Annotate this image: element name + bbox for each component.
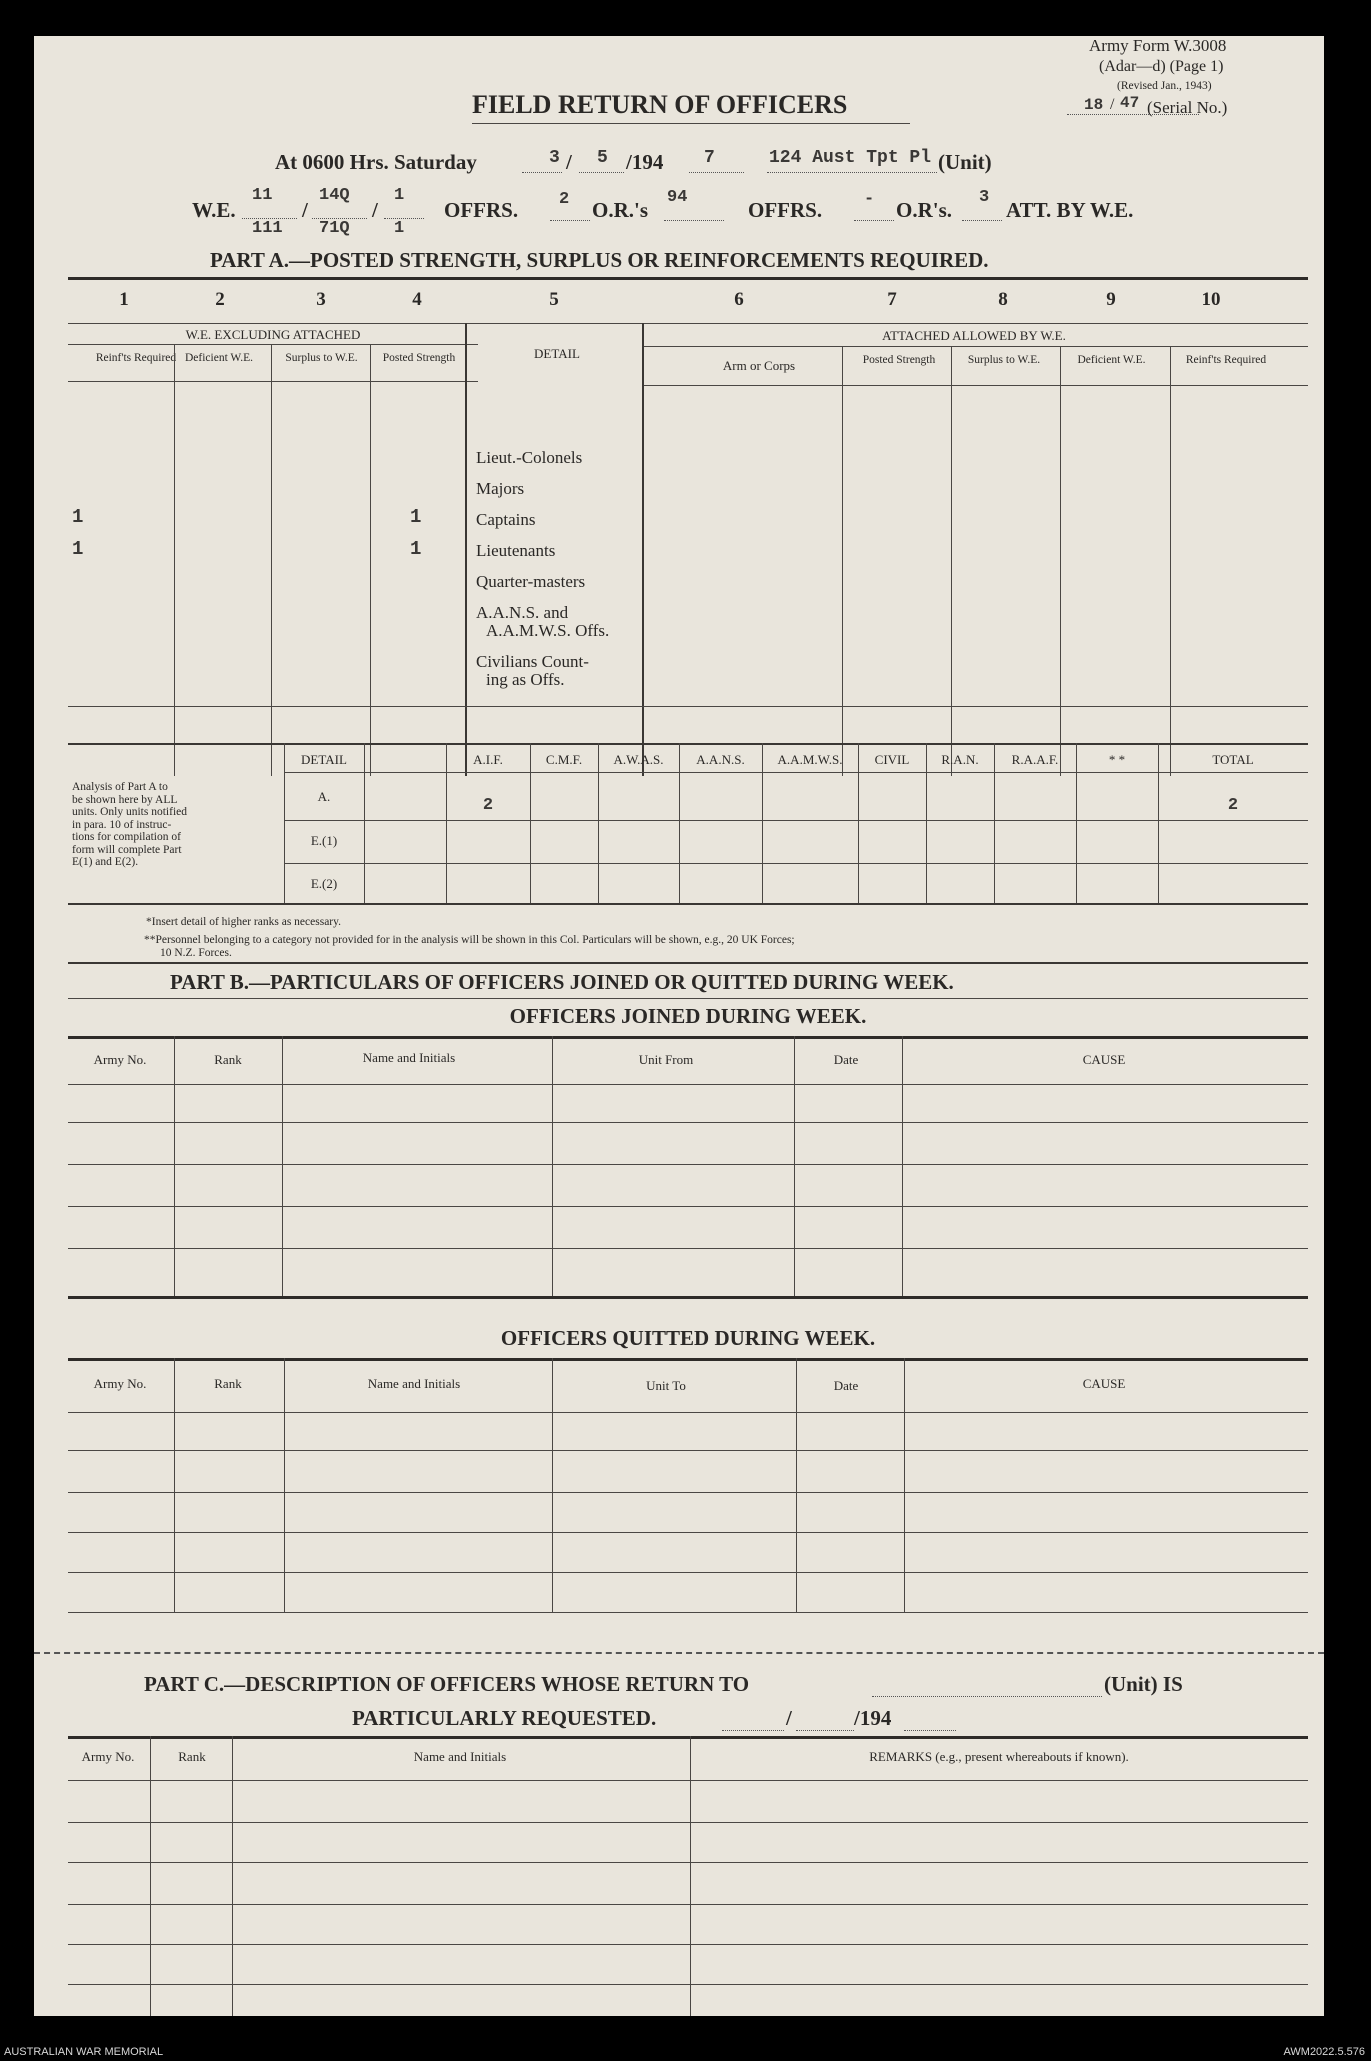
col-num: 3 (316, 289, 326, 310)
aif-a-value: 2 (482, 796, 494, 815)
detail-civilians: Civilians Count- (476, 652, 589, 671)
detail-lieutenants: Lieutenants (476, 541, 556, 560)
quitted-title: OFFICERS QUITTED DURING WEEK. (500, 1326, 876, 1350)
an-hdr-raaf: R.A.A.F. (1011, 752, 1059, 767)
offrs-label: OFFRS. (444, 198, 519, 222)
an-hdr-cmf: C.M.F. (545, 752, 583, 767)
an-hdr-total: TOTAL (1212, 752, 1254, 767)
detail-lt-col: Lieut.-Colonels (476, 448, 583, 467)
we-3: 1 (394, 186, 405, 205)
an-hdr-ran: R.A.N. (941, 752, 979, 767)
quitted-hdr-rank: Rank (214, 1376, 242, 1391)
col-num: 7 (887, 289, 897, 310)
joined-hdr-date: Date (833, 1052, 859, 1067)
part-a-title: PART A.—POSTED STRENGTH, SURPLUS OR REINFORCEMENTS REQUIRED. (210, 248, 989, 272)
form-title: FIELD RETURN OF OFFICERS (472, 90, 848, 119)
joined-hdr-unit: Unit From (638, 1052, 694, 1067)
we-slash-2: / (372, 198, 378, 222)
an-row-e2: E.(2) (310, 876, 338, 891)
hdr-arm-corps: Arm or Corps (722, 358, 796, 373)
col-num: 10 (1201, 289, 1221, 310)
we-label: W.E. (192, 198, 236, 222)
hdr-posted-2: Posted Strength (862, 354, 936, 366)
analysis-note-line: Analysis of Part A to (72, 781, 168, 793)
quitted-hdr-name: Name and Initials (367, 1376, 461, 1391)
date-year: 7 (704, 148, 715, 168)
offrs2-value: - (864, 190, 875, 209)
we-2b: 71Q (319, 219, 350, 238)
part-b-title: PART B.—PARTICULARS OF OFFICERS JOINED OR QUITTED DURING WEEK. (170, 970, 954, 994)
we-3b: 1 (394, 219, 405, 238)
we-1: 11 (252, 186, 273, 205)
date-year-prefix: /194 (626, 150, 664, 174)
footer-left: AUSTRALIAN WAR MEMORIAL (4, 2046, 164, 2058)
we-1b: 111 (252, 219, 283, 238)
an-hdr-aamws: A.A.M.W.S. (777, 752, 843, 767)
lieut-posted: 1 (410, 538, 422, 560)
analysis-note-line: be shown here by ALL (72, 793, 178, 806)
footnote-3: 10 N.Z. Forces. (160, 947, 232, 959)
we-2: 14Q (319, 186, 350, 205)
detail-qm: Quarter-masters (476, 572, 586, 591)
offrs2-label: OFFRS. (748, 198, 823, 222)
ors-value: 94 (667, 188, 688, 207)
att-label: ATT. BY W.E. (1006, 198, 1134, 222)
col-num: 2 (215, 289, 225, 310)
joined-title: OFFICERS JOINED DURING WEEK. (509, 1004, 867, 1028)
total-a-value: 2 (1227, 796, 1239, 815)
detail-civilians-2: ing as Offs. (486, 670, 565, 689)
col-num: 5 (549, 289, 559, 310)
hdr-posted: Posted Strength (382, 352, 456, 364)
detail-aamws: A.A.M.W.S. Offs. (486, 621, 610, 640)
ors2-label: O.R's. (896, 198, 953, 222)
an-hdr-detail: DETAIL (301, 752, 347, 767)
an-hdr-awas: A.W.A.S. (613, 752, 664, 767)
part-c-year: /194 (854, 1706, 892, 1730)
analysis-note-line: form will complete Part (72, 843, 182, 856)
date-month: 5 (597, 148, 608, 168)
joined-hdr-rank: Rank (214, 1052, 242, 1067)
an-hdr-civil: CIVIL (874, 752, 910, 767)
footer-right: AWM2022.5.576 (1283, 2046, 1365, 2058)
captains-posted: 1 (410, 506, 422, 528)
part-c-title-2: PARTICULARLY REQUESTED. (352, 1706, 657, 1730)
hdr-detail: DETAIL (534, 346, 580, 361)
col-num: 8 (998, 289, 1008, 310)
at-label: At 0600 Hrs. Saturday (275, 150, 477, 174)
hdr-reinf: Reinf'ts Required (95, 352, 177, 364)
col-num: 9 (1106, 289, 1116, 310)
quitted-hdr-cause: CAUSE (1082, 1376, 1126, 1391)
hdr-surplus: Surplus to W.E. (285, 352, 358, 364)
hdr-reinf-2: Reinf'ts Required (1185, 354, 1267, 366)
joined-hdr-name: Name and Initials (362, 1050, 456, 1065)
revised-note: (Revised Jan., 1943) (1117, 80, 1212, 92)
col-num: 4 (412, 289, 422, 310)
footnote-2: **Personnel belonging to a category not provided for in the analysis will be shown in this Col. Particulars will be shown, e.g., 20 UK Forces; (144, 934, 795, 946)
col-num: 1 (119, 289, 129, 310)
analysis-note-line: in para. 10 of instruc- (72, 818, 172, 831)
part-c-unit-is: (Unit) IS (1104, 1672, 1183, 1696)
hdr-deficient: Deficient W.E. (184, 352, 254, 364)
part-c-slash: / (786, 1706, 792, 1730)
joined-hdr-army-no: Army No. (93, 1052, 147, 1067)
serial-slash: / (1110, 96, 1115, 113)
analysis-note-line: units. Only units notified (72, 806, 187, 818)
an-hdr-aans: A.A.N.S. (696, 752, 745, 767)
an-hdr-aif: A.I.F. (473, 752, 503, 767)
hdr-surplus-2: Surplus to W.E. (967, 354, 1041, 366)
offrs-value: 2 (559, 190, 570, 209)
part-c-title-1: PART C.—DESCRIPTION OF OFFICERS WHOSE RETURN TO (144, 1672, 750, 1696)
we-slash-1: / (302, 198, 308, 222)
adapted-note: (Adar—d) (Page 1) (1099, 58, 1224, 75)
c-hdr-remarks: REMARKS (e.g., present whereabouts if known). (869, 1749, 1129, 1764)
an-row-a: A. (317, 789, 331, 804)
group-right-header: ATTACHED ALLOWED BY W.E. (882, 328, 1066, 343)
quitted-hdr-unit: Unit To (646, 1378, 686, 1393)
hdr-deficient-2: Deficient W.E. (1077, 354, 1146, 366)
date-slash: / (566, 150, 572, 174)
serial-b: 47 (1120, 94, 1140, 112)
footnote-1: *Insert detail of higher ranks as necessary. (146, 916, 342, 928)
analysis-note-line: E(1) and E(2). (72, 856, 139, 868)
unit-label: (Unit) (938, 150, 992, 174)
serial-a: 18 (1084, 96, 1104, 114)
analysis-note (72, 781, 187, 869)
form-number: Army Form W.3008 (1089, 36, 1227, 55)
lieut-reinf: 1 (72, 538, 84, 560)
detail-aans: A.A.N.S. and (476, 603, 569, 622)
quitted-hdr-army-no: Army No. (93, 1376, 147, 1391)
c-hdr-name: Name and Initials (413, 1749, 507, 1764)
c-hdr-army-no: Army No. (81, 1749, 135, 1764)
col-num: 6 (734, 289, 744, 310)
an-row-e1: E.(1) (310, 833, 338, 848)
c-hdr-rank: Rank (178, 1749, 206, 1764)
captains-reinf: 1 (72, 506, 84, 528)
ors-label: O.R.'s (592, 198, 649, 222)
serial-label: (Serial No.) (1147, 98, 1228, 117)
unit-value: 124 Aust Tpt Pl (769, 148, 932, 168)
analysis-note-line: tions for compilation of (72, 831, 181, 843)
detail-captains: Captains (476, 510, 536, 529)
quitted-hdr-date: Date (833, 1378, 859, 1393)
joined-hdr-cause: CAUSE (1082, 1052, 1126, 1067)
form-sheet (34, 36, 1324, 2016)
date-day: 3 (549, 148, 560, 168)
an-hdr-other: * * (1108, 752, 1126, 767)
ors2-value: 3 (979, 188, 990, 207)
group-left-header: W.E. EXCLUDING ATTACHED (185, 327, 361, 342)
detail-majors: Majors (476, 479, 525, 498)
